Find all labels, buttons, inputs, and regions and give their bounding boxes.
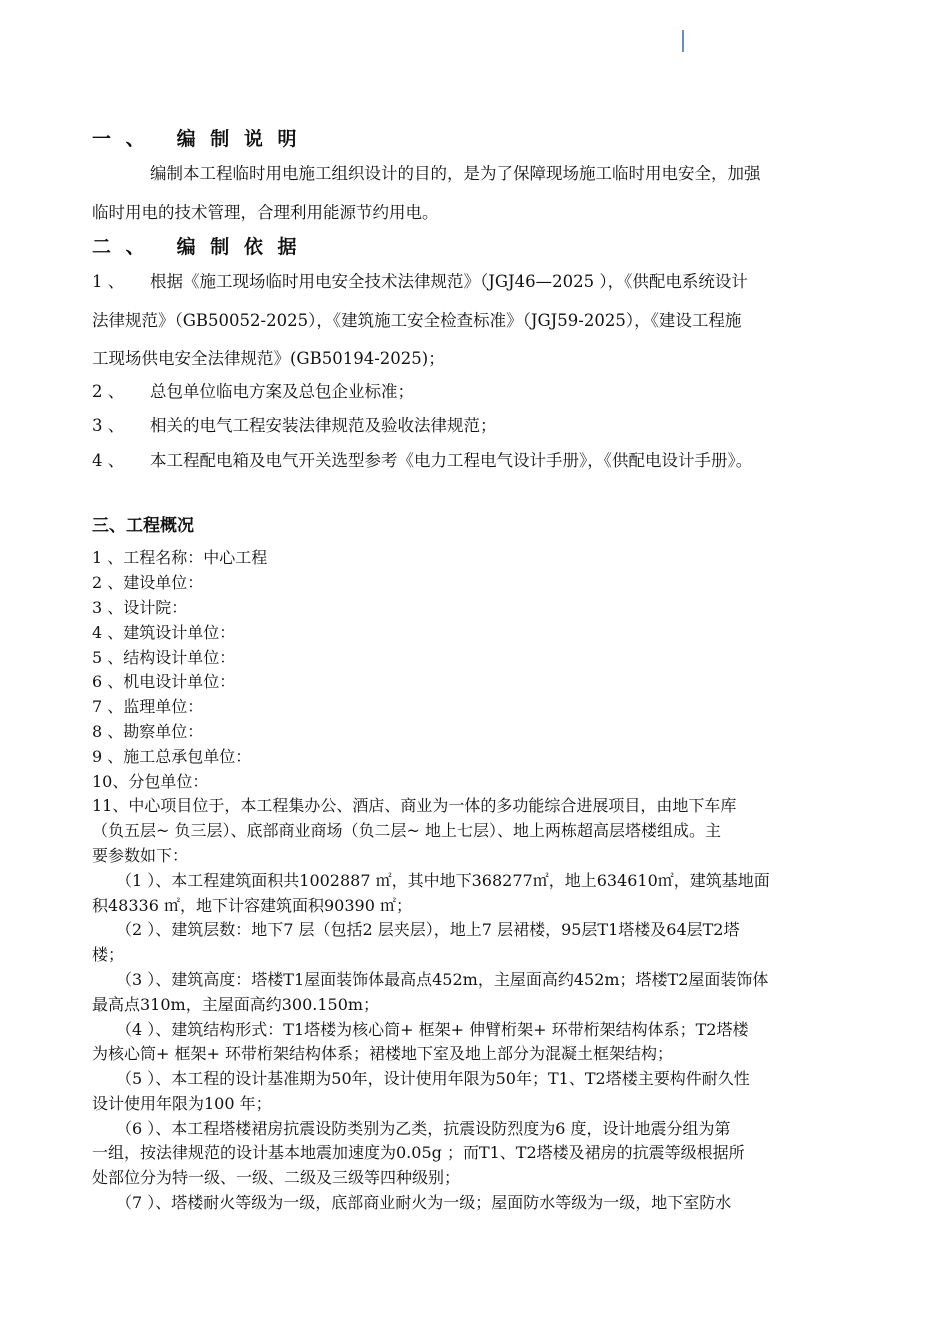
parameter-line: （5 ）、本工程的设计基准期为50年，设计使用年限为50年；T1、T2塔楼主要构件耐久性 bbox=[116, 1069, 750, 1088]
overview-item: 9 、施工总承包单位： bbox=[92, 747, 252, 766]
section-1-heading bbox=[92, 124, 300, 151]
basis-item-3: 3 、 相关的电气工程安装法律规范及验收法律规范； bbox=[92, 412, 497, 436]
basis-item-2: 2 、 总包单位临电方案及总包企业标准； bbox=[92, 378, 414, 402]
overview-item: 6 、机电设计单位： bbox=[92, 672, 236, 691]
parameter-line: （1 ）、本工程建筑面积共1002887 ㎡，其中地下368277㎡，地上634610㎡，建筑基地面 bbox=[116, 871, 770, 890]
basis-item-number: 4 、 bbox=[92, 451, 125, 470]
parameter-line: （4 ）、建筑结构形式：T1塔楼为核心筒+ 框架+ 伸臂桁架+ 环带桁架结构体系；T2塔楼 bbox=[116, 1020, 749, 1039]
parameter-line-cont: 设计使用年限为100 年； bbox=[92, 1094, 272, 1113]
overview-item: 4 、建筑设计单位： bbox=[92, 623, 236, 642]
basis-item-1-cont: 法律规范》（GB50052-2025），《建筑施工安全检查标准》（JGJ59-2025），《建设工程施 bbox=[92, 311, 742, 330]
parameter-line-cont: 楼； bbox=[92, 945, 125, 964]
overview-item: 2 、建设单位： bbox=[92, 573, 204, 592]
section-1-paragraph-line: 编制本工程临时用电施工组织设计的目的，是为了保障现场施工临时用电安全，加强 bbox=[150, 164, 761, 183]
parameter-line-cont: 积48336 ㎡，地下计容建筑面积90390 ㎡； bbox=[92, 896, 412, 915]
overview-item: 3 、设计院： bbox=[92, 598, 188, 617]
overview-item-11-cont: 要参数如下： bbox=[92, 846, 189, 865]
parameter-line: （7 ）、塔楼耐火等级为一级，底部商业耐火为一级；屋面防水等级为一级，地下室防水 bbox=[116, 1193, 732, 1212]
basis-item-1: 1 、 根据《施工现场临时用电安全技术法律规范》（JGJ46—2025 ），《供配电系统设计 bbox=[92, 268, 748, 292]
overview-item-11: 11、中心项目位于，本工程集办公、酒店、商业为一体的多功能综合进展项目，由地下车库 bbox=[92, 796, 737, 815]
parameter-line: （3 ）、建筑高度：塔楼T1屋面装饰体最高点452m，主屋面高约452m；塔楼T2屋面装饰体 bbox=[116, 970, 769, 989]
overview-item-11-cont: （负五层~ 负三层）、底部商业商场（负二层~ 地上七层）、地上两栋超高层塔楼组成。主 bbox=[92, 821, 721, 840]
section-1-paragraph-line: 临时用电的技术管理，合理利用能源节约用电。 bbox=[92, 203, 439, 222]
overview-item: 10、分包单位： bbox=[92, 772, 209, 791]
section-3-heading: 三、工程概况 bbox=[92, 516, 194, 536]
parameter-line: （2 ）、建筑层数：地下7 层（包括2 层夹层），地上7 层裙楼，95层T1塔楼及64层T2塔 bbox=[116, 920, 740, 939]
parameter-line-cont: 一组，按法律规范的设计基本地震加速度为0.05g ；而T1、T2塔楼及裙房的抗震等级根据所 bbox=[92, 1143, 745, 1162]
parameter-line-cont: 为核心筒+ 框架+ 环带桁架结构体系；裙楼地下室及地上部分为混凝土框架结构； bbox=[92, 1044, 673, 1063]
basis-item-1-cont: 工现场供电安全法律规范》(GB50194-2025)； bbox=[92, 349, 445, 368]
overview-item: 1 、工程名称：中心工程 bbox=[92, 548, 268, 567]
parameter-line: （6 ）、本工程塔楼裙房抗震设防类别为乙类，抗震设防烈度为6 度，设计地震分组为第 bbox=[116, 1119, 731, 1138]
section-2-number: 二 、 bbox=[92, 236, 149, 258]
basis-item-number: 3 、 bbox=[92, 416, 125, 435]
basis-item-4: 4 、 本工程配电箱及电气开关选型参考《电力工程电气设计手册》，《供配电设计手册》。 bbox=[92, 447, 752, 471]
text-cursor-mark bbox=[682, 30, 684, 52]
section-2-title: 编 制 依 据 bbox=[176, 236, 301, 258]
section-1-number: 一 、 bbox=[92, 128, 149, 150]
overview-item: 7 、监理单位： bbox=[92, 697, 204, 716]
section-2-heading bbox=[92, 232, 300, 259]
section-1-title: 编 制 说 明 bbox=[176, 128, 301, 150]
overview-item: 8 、勘察单位： bbox=[92, 722, 204, 741]
overview-item: 5 、结构设计单位： bbox=[92, 648, 236, 667]
parameter-line-cont: 处部位分为特一级、一级、二级及三级等四种级别； bbox=[92, 1168, 461, 1187]
parameter-line-cont: 最高点310m，主屋面高约300.150m； bbox=[92, 995, 380, 1014]
basis-item-number: 2 、 bbox=[92, 382, 125, 401]
basis-item-number: 1 、 bbox=[92, 272, 125, 291]
